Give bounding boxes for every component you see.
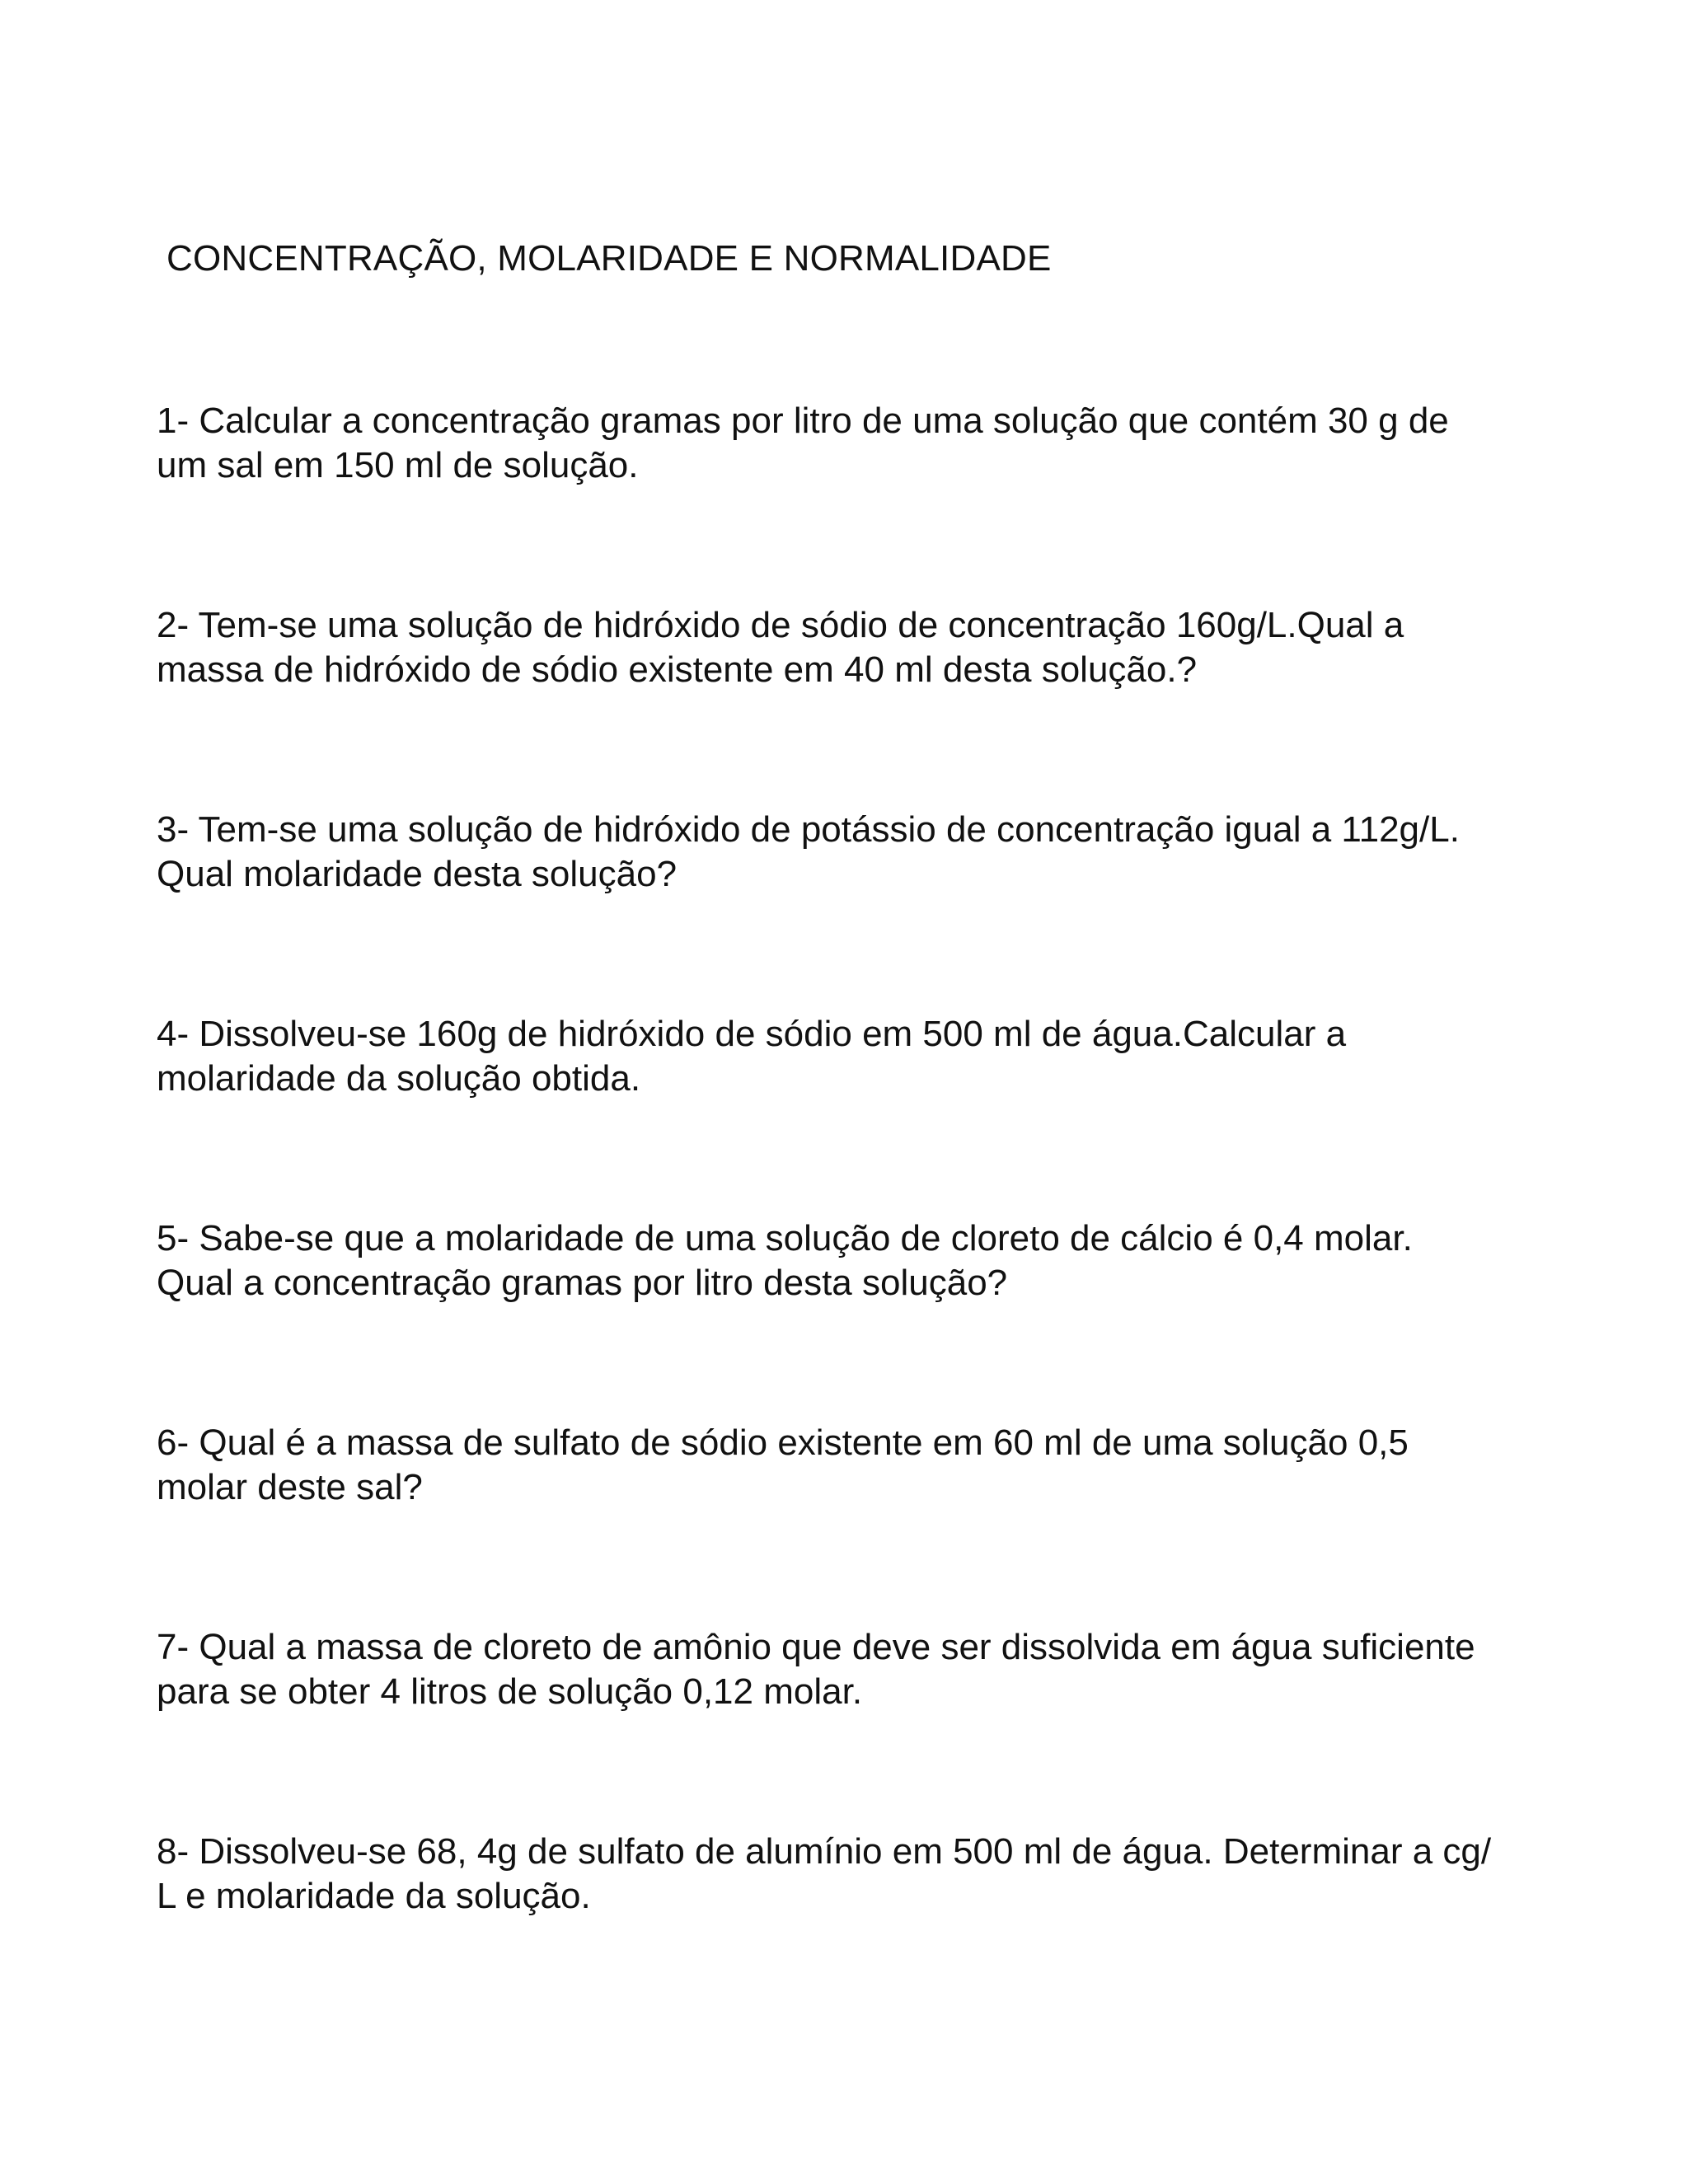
question-4 (157, 1012, 1541, 1101)
question-5-line-2: Qual a concentração gramas por litro desta solução? (157, 1263, 1008, 1303)
question-5-line-1: 5- Sabe-se que a molaridade de uma solução de cloreto de cálcio é 0,4 molar. (157, 1218, 1413, 1258)
question-2-line-2: massa de hidróxido de sódio existente em 40 ml desta solução.? (157, 649, 1198, 690)
question-4-line-2: molaridade da solução obtida. (157, 1058, 641, 1099)
question-5 (157, 1216, 1541, 1305)
document-title: CONCENTRAÇÃO, MOLARIDADE E NORMALIDADE (166, 238, 1052, 279)
question-1-line-1: 1- Calcular a concentração gramas por litro de uma solução que contém 30 g de (157, 401, 1449, 441)
question-7-line-1: 7- Qual a massa de cloreto de amônio que deve ser dissolvida em água suficiente (157, 1627, 1475, 1667)
question-6-line-2: molar deste sal? (157, 1467, 423, 1507)
question-2 (157, 603, 1541, 692)
question-8-line-1: 8- Dissolveu-se 68, 4g de sulfato de alumínio em 500 ml de água. Determinar a cg/ (157, 1831, 1492, 1872)
question-8-line-2: L e molaridade da solução. (157, 1876, 591, 1916)
question-6 (157, 1421, 1541, 1510)
question-1-line-2: um sal em 150 ml de solução. (157, 445, 639, 485)
question-8 (157, 1830, 1541, 1919)
question-7-line-2: para se obter 4 litros de solução 0,12 molar. (157, 1671, 863, 1712)
question-6-line-1: 6- Qual é a massa de sulfato de sódio existente em 60 ml de uma solução 0,5 (157, 1422, 1409, 1463)
question-4-line-1: 4- Dissolveu-se 160g de hidróxido de sódio em 500 ml de água.Calcular a (157, 1014, 1347, 1054)
question-1 (157, 399, 1541, 488)
question-3-line-2: Qual molaridade desta solução? (157, 854, 678, 894)
question-3-line-1: 3- Tem-se uma solução de hidróxido de potássio de concentração igual a 112g/L. (157, 809, 1460, 850)
question-7 (157, 1625, 1541, 1714)
question-3 (157, 808, 1541, 897)
question-2-line-1: 2- Tem-se uma solução de hidróxido de sódio de concentração 160g/L.Qual a (157, 605, 1404, 645)
